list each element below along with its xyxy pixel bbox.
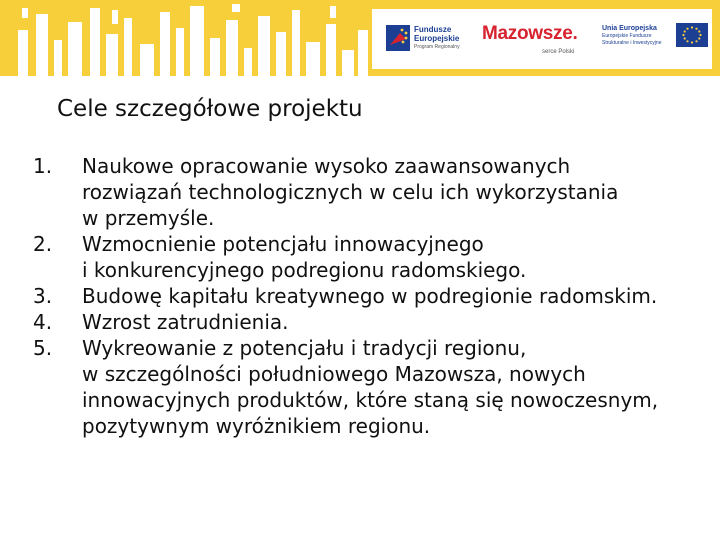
eu-logo-text [602, 25, 674, 47]
goal-number: 1. [33, 154, 53, 178]
goal-text-line: Budowę kapitału kreatywnego w podregionie radomskim. [82, 284, 658, 308]
goal-text-line: innowacyjnych produktów, które staną się nowoczesnym, [82, 388, 659, 412]
header-bar [0, 0, 720, 76]
goal-text-line: pozytywnym wyróżnikiem regionu. [82, 414, 431, 438]
goal-text-line: i konkurencyjnego podregionu radomskiego. [82, 258, 527, 282]
logo-strip [372, 9, 712, 69]
mazowsze-name: Mazowsze. [482, 23, 578, 44]
funds-logo-line2: Europejskie [414, 34, 460, 43]
goals-list [33, 153, 705, 439]
eu-flag-icon [676, 23, 708, 47]
goal-text-line: rozwiązań technologicznych w celu ich wykorzystania [82, 180, 619, 204]
funds-logo-line3: Program Regionalny [414, 44, 460, 50]
goal-item [33, 283, 705, 309]
eu-logo-line1: Unia Europejska [602, 25, 657, 32]
mazowsze-logo [482, 23, 592, 63]
goal-text-line: w przemyśle. [82, 206, 215, 230]
slide-title: Cele szczegółowe projektu [57, 96, 363, 122]
funds-logo-text [414, 25, 488, 51]
eu-logo-line3: Strukturalne i Inwestycyjne [602, 40, 662, 46]
goal-item [33, 335, 705, 439]
eu-logo [602, 23, 708, 57]
goal-number: 2. [33, 232, 53, 256]
eu-logo-line2: Europejskie Fundusze [602, 33, 652, 39]
goal-number: 5. [33, 336, 53, 360]
goal-text-line: Wzmocnienie potencjału innowacyjnego [82, 232, 484, 256]
goal-number: 3. [33, 284, 53, 308]
goal-item [33, 153, 705, 231]
goal-item [33, 231, 705, 283]
goal-text-line: Wykreowanie z potencjału i tradycji regionu, [82, 336, 527, 360]
funds-logo-line1: Fundusze [414, 25, 452, 34]
city-silhouette-icon [0, 0, 380, 76]
goal-text-line: Wzrost zatrudnienia. [82, 310, 289, 334]
goal-item [33, 309, 705, 335]
funds-logo [386, 19, 486, 61]
mazowsze-tagline: serce Polski [542, 49, 575, 55]
goal-text-line: Naukowe opracowanie wysoko zaawansowanych [82, 154, 571, 178]
goal-number: 4. [33, 310, 53, 334]
goal-text-line: w szczególności południowego Mazowsza, nowych [82, 362, 586, 386]
funds-star-mark-icon [386, 25, 410, 51]
